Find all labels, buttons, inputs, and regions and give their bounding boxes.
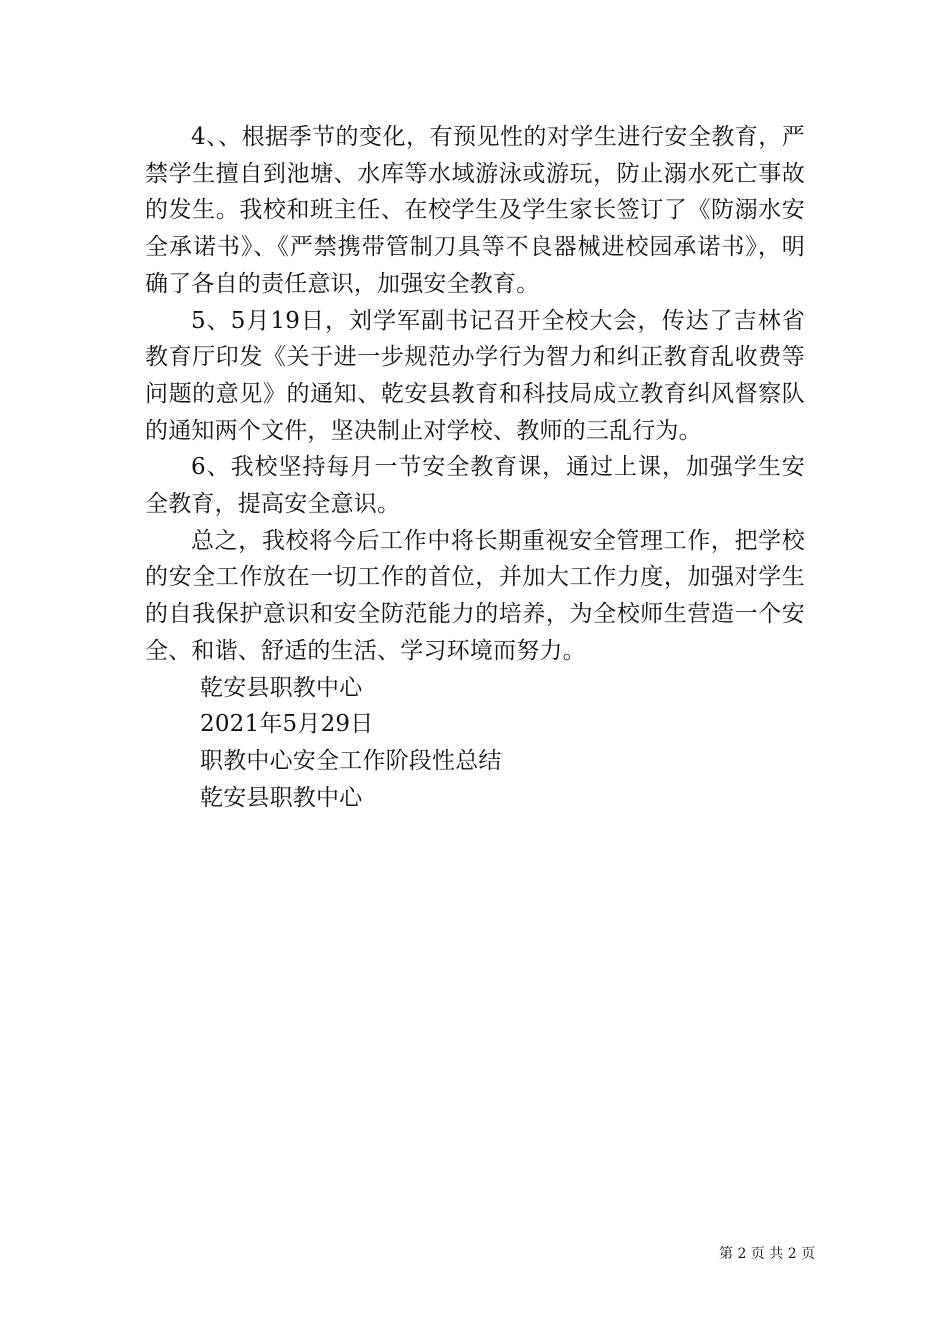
paragraph-item-5: 5、5月19日，刘学军副书记召开全校大会，传达了吉林省教育厅印发《关于进一步规范办学行为智力和纠正教育乱收费等问题的意见》的通知、乾安县教育和科技局成立教育纠风督察队的通知两个文件，坚决制止对学校、教师的三乱行为。 xyxy=(145,307,805,444)
paragraph-item-6: 6、我校坚持每月一节安全教育课，通过上课，加强学生安全教育，提高安全意识。 xyxy=(145,454,805,518)
paragraph-item-4: 4、、根据季节的变化，有预见性的对学生进行安全教育，严禁学生擅自到池塘、水库等水域游泳或游玩，防止溺水死亡事故的发生。我校和班主任、在校学生及学生家长签订了《防溺水安全承诺书》、《严禁携带管制刀具等不良器械进校园承诺书》，明确了各自的责任意识，加强安全教育。 xyxy=(145,124,805,297)
page-number: 第 2 页 共 2 页 xyxy=(719,1246,816,1262)
signature-organization: 乾安县职教中心 xyxy=(200,674,363,701)
next-document-title: 职教中心安全工作阶段性总结 xyxy=(200,747,502,774)
signature-date: 2021年5月29日 xyxy=(200,711,374,738)
document-body xyxy=(145,119,805,816)
paragraph-conclusion: 总之，我校将今后工作中将长期重视安全管理工作，把学校的安全工作放在一切工作的首位，并加大工作力度，加强对学生的自我保护意识和安全防范能力的培养，为全校师生营造一个安全、和谐、舒适的生活、学习环境而努力。 xyxy=(145,527,805,664)
next-document-organization: 乾安县职教中心 xyxy=(200,784,363,811)
